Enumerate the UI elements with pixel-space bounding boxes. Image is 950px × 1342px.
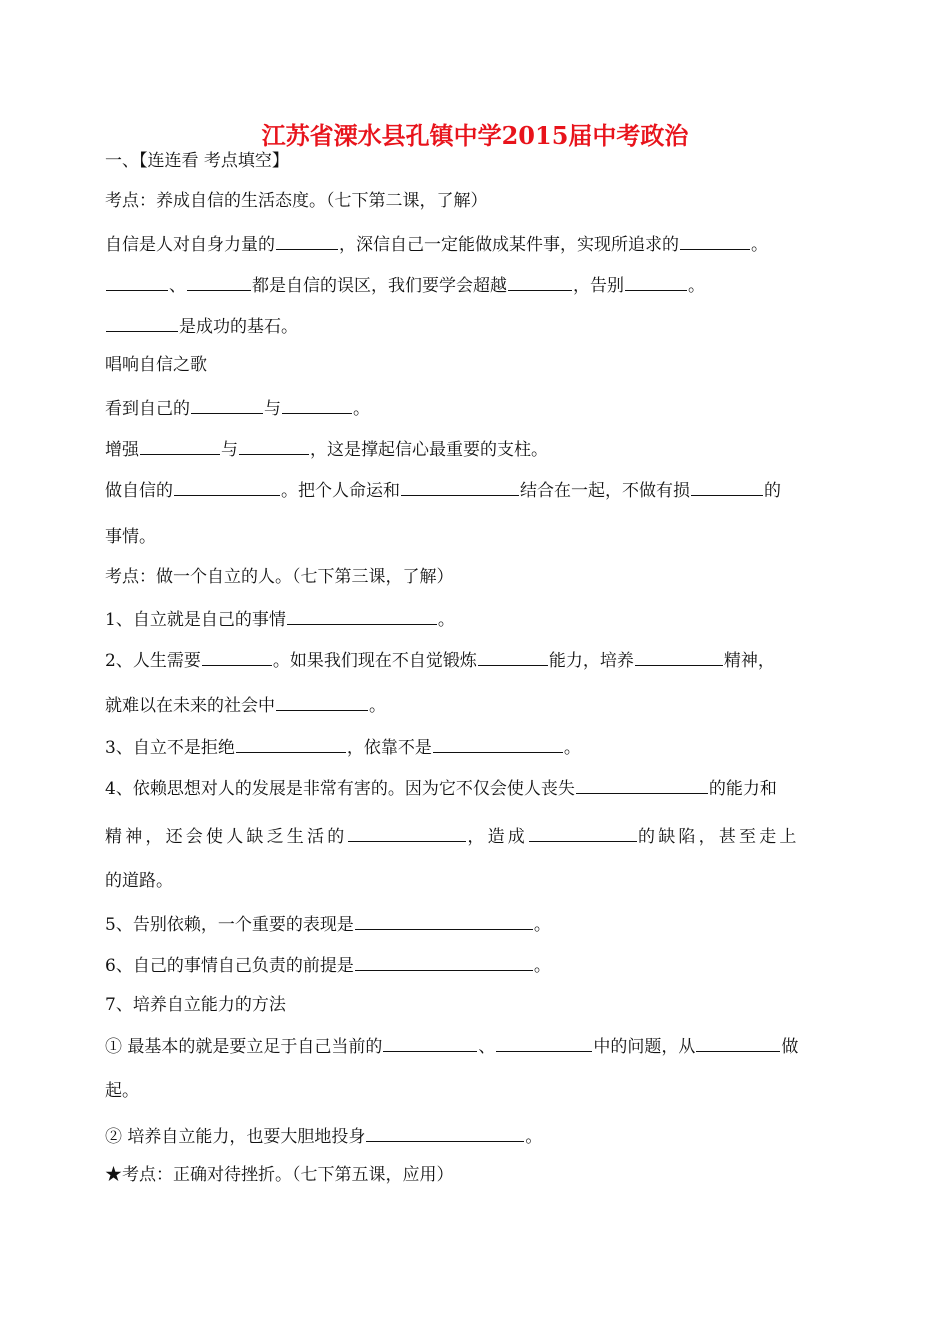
answer-blank[interactable]	[276, 232, 338, 250]
answer-blank[interactable]	[383, 1034, 477, 1052]
question-text: ，这是撑起信心最重要的支柱。	[310, 440, 548, 460]
question-text: 自信是人对自身力量的	[105, 235, 275, 255]
answer-blank[interactable]	[355, 953, 533, 971]
key-point-heading: 考点：养成自信的生活态度。（七下第二课，了解）	[105, 191, 488, 211]
question-text: ，深信自己一定能做成某件事，实现所追求的	[339, 235, 679, 255]
question-text: 。	[688, 276, 705, 296]
answer-blank[interactable]	[478, 648, 548, 666]
question-text: 5、告别依赖，一个重要的表现是	[105, 915, 354, 935]
question-text: 。	[751, 235, 768, 255]
question-text: 4、依赖思想对人的发展是非常有害的。因为它不仅会使人丧失	[105, 779, 575, 799]
answer-blank[interactable]	[680, 232, 750, 250]
answer-blank[interactable]	[202, 648, 272, 666]
question-text: 能力，培养	[548, 651, 634, 671]
answer-blank[interactable]	[276, 693, 368, 711]
question-text: 。把个人命运和	[281, 481, 400, 501]
question-text: 、	[478, 1037, 496, 1057]
answer-blank[interactable]	[529, 824, 637, 842]
question-text: 。	[369, 696, 386, 716]
question-text: 的能力和	[708, 779, 777, 799]
answer-blank[interactable]	[187, 273, 251, 291]
section-heading: 一、【连连看 考点填空】	[105, 151, 289, 171]
question-text: 。	[563, 738, 581, 758]
question-text: 中的问题，从	[593, 1037, 696, 1057]
answer-blank[interactable]	[106, 273, 168, 291]
answer-blank[interactable]	[625, 273, 687, 291]
question-text: 增强	[105, 440, 139, 460]
question-line	[105, 437, 850, 461]
question-line	[105, 396, 850, 420]
answer-blank[interactable]	[401, 478, 519, 496]
answer-blank[interactable]	[236, 735, 346, 753]
question-line-cont: 起。	[105, 1081, 139, 1101]
question-text: 6、自己的事情自己负责的前提是	[105, 956, 354, 976]
key-point-heading: ★考点：正确对待挫折。（七下第五课，应用）	[105, 1165, 454, 1185]
question-line	[105, 735, 850, 759]
question-text: 做自信的	[105, 481, 173, 501]
question-text: 做	[781, 1037, 799, 1057]
question-text: 3、自立不是拒绝	[105, 738, 235, 758]
question-text: 看到自己的	[105, 399, 190, 419]
answer-blank[interactable]	[282, 396, 352, 414]
question-text: 。如果我们现在不自觉锻炼	[272, 651, 477, 671]
question-line	[105, 953, 850, 977]
subheading: 唱响自信之歌	[105, 355, 207, 375]
question-line	[105, 693, 850, 717]
answer-blank[interactable]	[140, 437, 220, 455]
answer-blank[interactable]	[348, 824, 466, 842]
question-line	[105, 776, 850, 800]
question-line: 7、培养自立能力的方法	[105, 995, 286, 1015]
question-text: 。	[353, 399, 370, 419]
question-text: 。	[533, 956, 551, 976]
question-text: 都是自信的误区，我们要学会超越	[252, 276, 507, 296]
answer-blank[interactable]	[691, 478, 763, 496]
question-line	[105, 1034, 850, 1058]
answer-blank[interactable]	[239, 437, 309, 455]
question-text: 精神，还会使人缺乏生活的	[105, 827, 348, 847]
question-line-cont: 的道路。	[105, 871, 173, 891]
answer-blank[interactable]	[287, 607, 437, 625]
answer-blank[interactable]	[496, 1034, 592, 1052]
answer-blank[interactable]	[174, 478, 280, 496]
question-line	[105, 273, 850, 297]
question-text: 、	[169, 276, 186, 296]
question-text: 的缺陷，甚至走上	[638, 827, 800, 847]
question-line-cont: 事情。	[105, 527, 156, 547]
question-text: 1、自立就是自己的事情	[105, 610, 286, 630]
question-line	[105, 648, 850, 672]
question-text: 。	[525, 1127, 543, 1147]
document-title: 江苏省溧水县孔镇中学2015届中考政治	[261, 121, 689, 150]
question-text: ，依靠不是	[346, 738, 432, 758]
question-text: ① 最基本的就是要立足于自己当前的	[105, 1037, 383, 1057]
answer-blank[interactable]	[433, 735, 563, 753]
question-text: 与	[264, 399, 281, 419]
question-text: 结合在一起，不做有损	[520, 481, 690, 501]
question-text: 精神，	[723, 651, 775, 671]
answer-blank[interactable]	[508, 273, 572, 291]
question-text: 。	[533, 915, 551, 935]
question-line	[105, 478, 850, 502]
question-line	[105, 607, 850, 631]
answer-blank[interactable]	[696, 1034, 780, 1052]
question-line	[105, 314, 850, 338]
answer-blank[interactable]	[635, 648, 723, 666]
question-text: 2、人生需要	[105, 651, 201, 671]
question-line	[105, 1124, 850, 1148]
question-text: 。	[437, 610, 455, 630]
question-line	[105, 232, 850, 256]
answer-blank[interactable]	[191, 396, 263, 414]
question-text: 是成功的基石。	[179, 317, 298, 337]
answer-blank[interactable]	[355, 912, 533, 930]
question-text: ，告别	[573, 276, 624, 296]
answer-blank[interactable]	[576, 776, 708, 794]
key-point-heading: 考点：做一个自立的人。（七下第三课，了解）	[105, 567, 454, 587]
question-text: ，造成	[467, 827, 529, 847]
answer-blank[interactable]	[106, 314, 178, 332]
question-text: 与	[221, 440, 238, 460]
question-text: 的	[764, 481, 781, 501]
question-line	[105, 824, 850, 848]
question-text: 就难以在未来的社会中	[105, 696, 275, 716]
question-line	[105, 912, 850, 936]
question-text: ② 培养自立能力，也要大胆地投身	[105, 1127, 366, 1147]
answer-blank[interactable]	[366, 1124, 524, 1142]
